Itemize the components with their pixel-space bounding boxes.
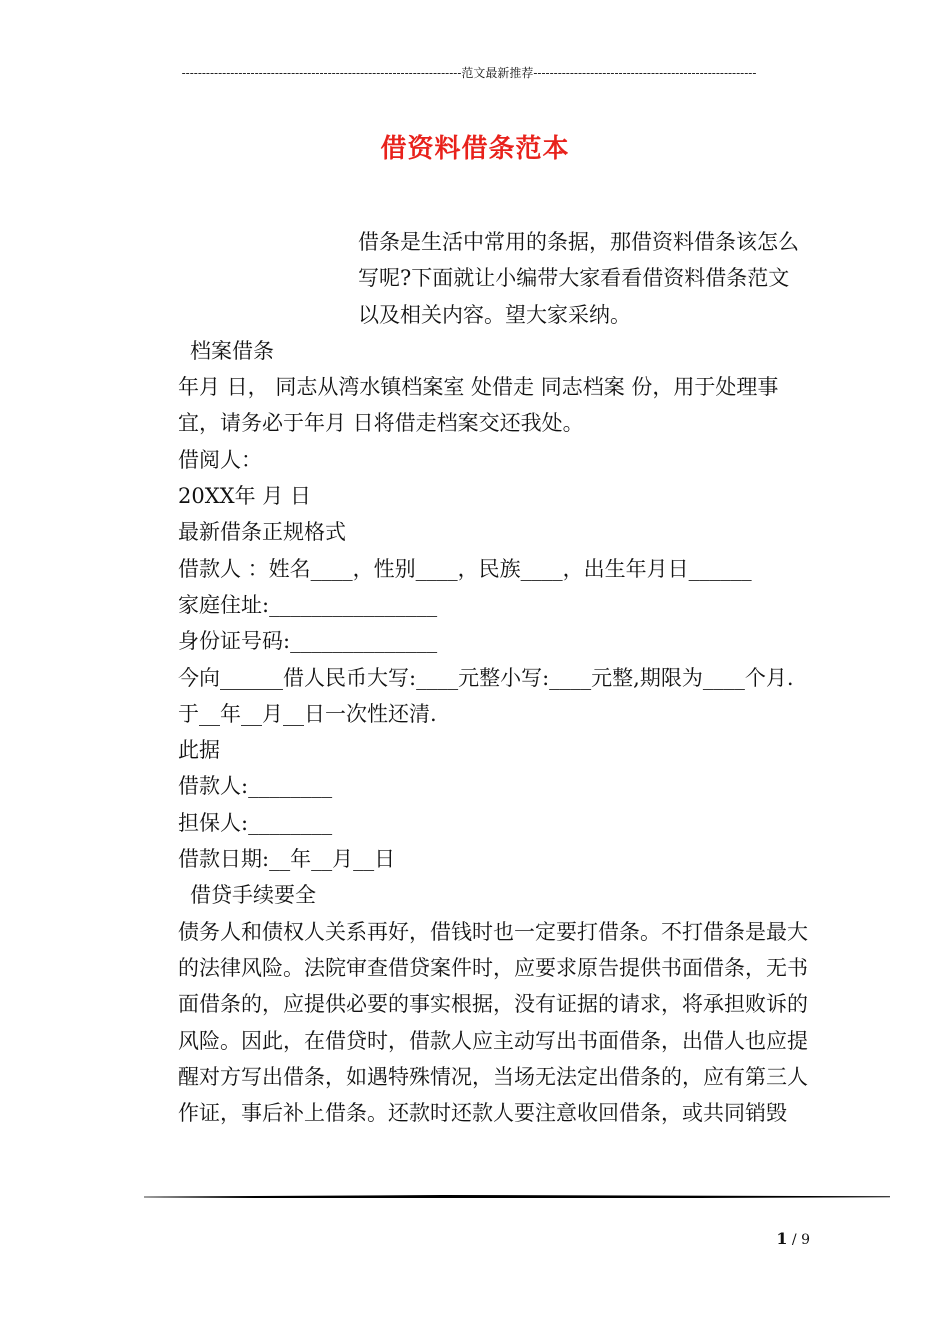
form-line: 借款人:________ xyxy=(178,774,333,799)
document-body xyxy=(143,224,809,1131)
total-pages-value: 9 xyxy=(801,1232,810,1248)
form-line: 于__年__月__日一次性还清. xyxy=(178,701,437,726)
footer-rule xyxy=(144,1195,890,1199)
form-line: 借款人 ：姓名____，性别____，民族____，出生年月日______ xyxy=(178,556,752,581)
section-heading: 最新借条正规格式 xyxy=(178,520,346,545)
paragraph: 借阅人： xyxy=(178,447,262,472)
paragraph: 20XX年 月 日 xyxy=(178,484,311,509)
total-pages: / 9 xyxy=(787,1232,810,1248)
form-line: 今向______借人民币大写:____元整小写:____元整,期限为____个月. xyxy=(178,665,794,690)
form-line: 借款日期:__年__月__日 xyxy=(178,847,396,872)
form-line: 此据 xyxy=(178,738,220,763)
current-page: 1 xyxy=(776,1229,788,1248)
section-heading: 档案借条 xyxy=(190,338,274,363)
form-line: 家庭住址:________________ xyxy=(178,592,438,617)
form-line: 担保人:________ xyxy=(178,810,333,835)
header-banner: ---------------------------------------------------------------------范文最新推荐------------------------------------------------------- xyxy=(181,66,757,80)
intro-paragraph: 借条是生活中常用的条据，那借资料借条该怎么写呢?下面就让小编带大家看看借资料借条范文以及相关内容。望大家采纳。 xyxy=(358,230,799,327)
section-heading: 借贷手续要全 xyxy=(190,883,316,908)
form-line: 身份证号码:______________ xyxy=(178,629,438,654)
document-title: 借资料借条范本 xyxy=(380,134,570,164)
page-number xyxy=(760,1229,810,1248)
paragraph: 债务人和债权人关系再好，借钱时也一定要打借条。不打借条是最大的法律风险。法院审查借贷案件时，应要求原告提供书面借条，无书面借条的，应提供必要的事实根据，没有证据的请求，将承担败诉的风险。因此，在借贷时，借款人应主动写出书面借条，出借人也应提醒对方写出借条，如遇特殊情况，当场无法定出借条的，应有第三人作证，事后补上借条。还款时还款人要注意收回借条，或共同销毁 xyxy=(178,919,808,1126)
paragraph: 年月 日， 同志从湾水镇档案室 处借走 同志档案 份，用于处理事宜，请务必于年月 日将借走档案交还我处。 xyxy=(178,375,779,436)
